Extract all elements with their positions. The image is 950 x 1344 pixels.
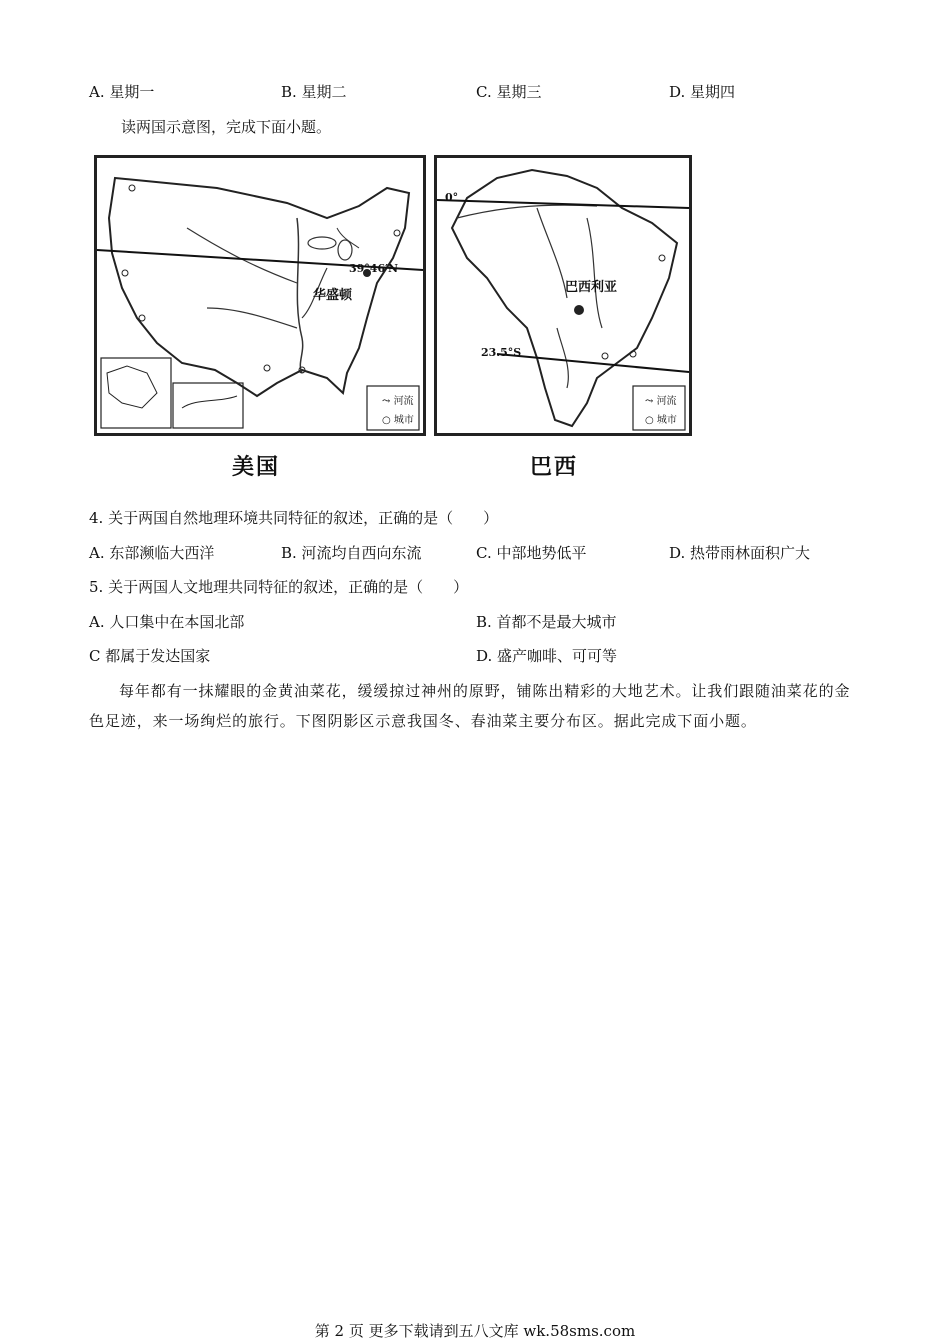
tropic-label: 23.5°S <box>481 346 522 359</box>
q4-option-d: D. 热带雨林面积广大 <box>669 544 811 562</box>
usa-legend-city: ○ 城市 <box>382 415 414 426</box>
usa-map-drawing <box>97 158 423 433</box>
usa-map <box>94 155 426 436</box>
washington-label: 华盛顿 <box>313 288 353 303</box>
q5-stem: 5. 关于两国人文地理共同特征的叙述，正确的是（ ） <box>89 578 469 596</box>
q3-option-b: B. 星期二 <box>281 83 347 101</box>
q3-option-a: A. 星期一 <box>89 83 155 101</box>
usa-legend-river: ⤳ 河流 <box>382 396 414 407</box>
usa-latitude-label: 39°46′N <box>349 262 399 275</box>
q3-option-c: C. 星期三 <box>476 83 542 101</box>
brasilia-label: 巴西利亚 <box>565 280 618 295</box>
brazil-legend-river: ⤳ 河流 <box>645 396 677 407</box>
q4-option-c: C. 中部地势低平 <box>476 544 587 562</box>
q4-option-a: A. 东部濒临大西洋 <box>89 544 215 562</box>
equator-label: 0° <box>445 191 459 204</box>
q4-option-b: B. 河流均自西向东流 <box>281 544 422 562</box>
q4-stem: 4. 关于两国自然地理环境共同特征的叙述，正确的是（ ） <box>89 509 499 527</box>
brazil-legend-city: ○ 城市 <box>645 415 677 426</box>
q5-option-b: B. 首都不是最大城市 <box>476 613 617 631</box>
brazil-map <box>434 155 692 436</box>
page-footer: 第 2 页 更多下载请到五八文库 wk.58sms.com <box>314 1322 636 1340</box>
q5-option-c: C 都属于发达国家 <box>89 647 211 665</box>
rapeseed-passage: 每年都有一抹耀眼的金黄油菜花，缓缓掠过神州的原野，铺陈出精彩的大地艺术。让我们跟随油菜花的金色足迹，来一场绚烂的旅行。下图阴影区示意我国冬、春油菜主要分布区。据此完成下面小题。 <box>89 682 851 730</box>
q3-option-d: D. 星期四 <box>669 83 736 101</box>
brazil-map-title: 巴西 <box>530 454 579 480</box>
q5-option-d: D. 盛产咖啡、可可等 <box>476 647 618 665</box>
q5-option-a: A. 人口集中在本国北部 <box>89 613 245 631</box>
usa-map-title: 美国 <box>232 454 281 480</box>
map-intro: 读两国示意图，完成下面小题。 <box>121 118 332 136</box>
